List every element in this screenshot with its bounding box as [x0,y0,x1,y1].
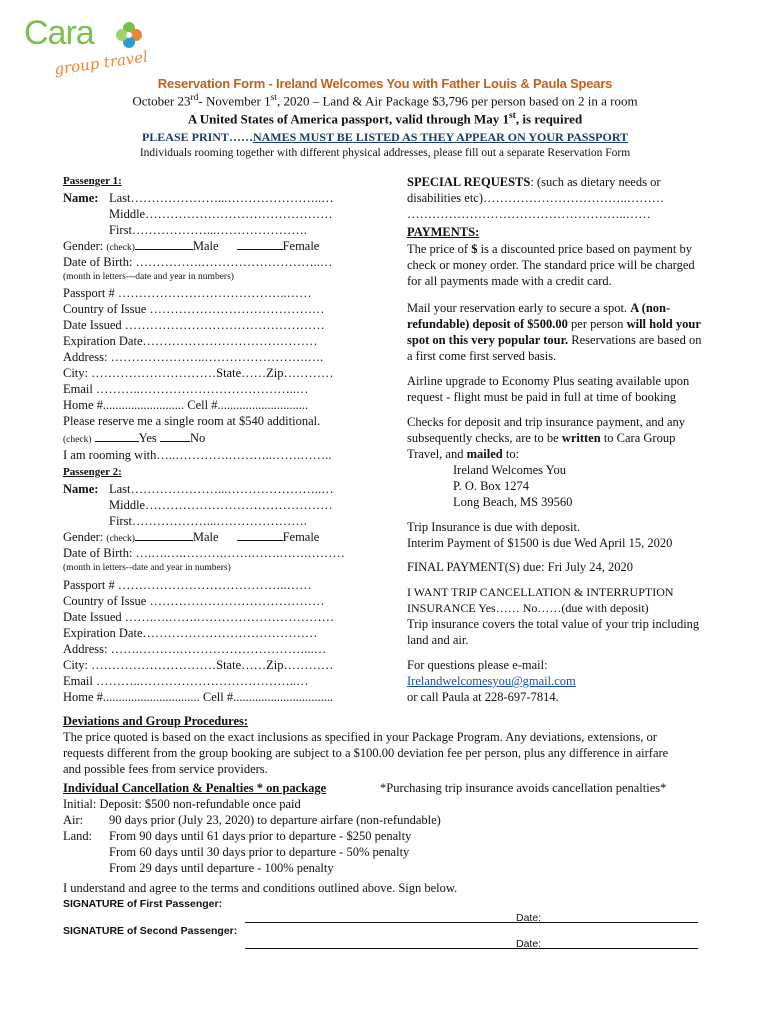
passenger2-dob-note: (month in letters--date and year in numbers) [63,563,231,573]
passenger2-expiration-field[interactable]: Expiration Date…………………………………… [63,626,318,640]
passenger2-country-field[interactable]: Country of Issue …………………………………… [63,594,325,608]
land-penalty-3: From 29 days until departure - 100% penalty [109,861,334,875]
passenger1-city-field[interactable]: City: …………………………State……Zip………… [63,366,334,380]
checks-note: Checks for deposit and trip insurance payment, and any subsequently checks, are to be written to Cara Group Travel, and mailed to: [407,415,686,461]
passenger2-phone-field[interactable]: Home #............................... Cell #................................ [63,690,334,704]
passenger2-address-field[interactable]: Address: …….……….…………………………...… [63,642,327,656]
insurance-avoids-note: *Purchasing trip insurance avoids cancellation penalties* [380,781,667,795]
passenger2-name-label: Name: [63,482,99,496]
first-signature-line[interactable] [245,922,698,923]
airline-upgrade-note: Airline upgrade to Economy Plus seating available upon request - flight must be paid in full at time of booking [407,374,690,404]
passenger2-heading: Passenger 2: [63,466,122,478]
passenger1-middle-field[interactable]: Middle……………………………………… [109,207,333,221]
final-payment: FINAL PAYMENT(S) due: Fri July 24, 2020 [407,560,634,574]
land-penalty-1: From 90 days until 61 days prior to departure - $250 penalty [109,829,412,843]
cancellation-heading: Individual Cancellation & Penalties * on package [63,781,327,795]
mailing-address-line1: Ireland Welcomes You [453,463,566,477]
air-penalty-label: Air: [63,813,84,827]
land-penalty-2: From 60 days until 30 days prior to departure - 50% penalty [109,845,410,859]
cara-logo [24,14,164,80]
passenger1-email-field[interactable]: Email ………..………………………………..… [63,382,309,396]
second-signature-label: SIGNATURE of Second Passenger: [63,925,238,937]
first-date-label: Date: [516,912,542,924]
deviations-text-3: and possible fees from service providers. [63,762,268,776]
passenger1-passport-field[interactable]: Passport # …………………………………..…… [63,286,312,300]
passenger1-last-field[interactable]: Last…………………...…………………..… [109,191,334,205]
passenger2-date-issued-field[interactable]: Date Issued …….….…….…………………………… [63,610,335,624]
logo-tagline: group travel [53,47,149,79]
passenger1-phone-field[interactable]: Home #.......................... Cell #............................. [63,398,309,412]
agreement-statement: I understand and agree to the terms and conditions outlined above. Sign below. [63,881,458,895]
single-room-request: Please reserve me a single room at $540 additional. [63,414,321,428]
contact-email-link[interactable]: Irelandwelcomesyou@gmail.com [407,674,576,688]
logo-wordmark: Cara [24,14,94,52]
passport-requirement: A United States of America passport, valid through May 1st, is required [187,111,583,127]
contact-phone: or call Paula at 228-697-7814. [407,690,559,704]
passenger1-dob-note: (month in letters---date and year in numbers) [63,272,234,282]
passenger2-city-field[interactable]: City: …………………………State……Zip………… [63,658,334,672]
logo-clover-icon [114,20,144,50]
mailing-address-line2: P. O. Box 1274 [453,479,530,493]
deviations-text-2: requests different from the group booking are subject to a $100.00 deviation fee per person, plus any difference in airfare [63,746,669,760]
passenger1-heading: Passenger 1: [63,175,122,187]
payments-heading: PAYMENTS: [407,225,480,239]
air-penalty-text: 90 days prior (July 23, 2020) to departure airfare (non-refundable) [109,813,441,827]
passenger2-gender-field[interactable]: Gender: (check) Male Female [63,530,320,544]
passenger2-last-field[interactable]: Last…………………...…………………..… [109,482,334,496]
passenger1-expiration-field[interactable]: Expiration Date…………………………………… [63,334,318,348]
price-note: The price of $ is a discounted price based on payment by check or money order. The standard price will be charged for all payments made with a credit card. [407,242,695,288]
second-signature-line[interactable] [245,948,698,949]
deviations-heading: Deviations and Group Procedures: [63,714,249,728]
passenger1-date-issued-field[interactable]: Date Issued ………………………………………… [63,318,325,332]
passenger1-address-field[interactable]: Address: …………………..…………………….…. [63,350,324,364]
initial-deposit-line: Initial: Deposit: $500 non-refundable once paid [63,797,301,811]
passenger1-first-field[interactable]: First………………...…………………. [109,223,307,237]
passenger2-dob-field[interactable]: Date of Birth: ….….….……….…….…….…….……… [63,546,345,560]
passenger2-first-field[interactable]: First………………...…………………. [109,514,307,528]
passenger1-country-field[interactable]: Country of Issue …………………………………… [63,302,325,316]
passenger1-name-label: Name: [63,191,99,205]
cancellation-insurance-field[interactable]: I WANT TRIP CANCELLATION & INTERRUPTION INSURANCE Yes…… No……(due with deposit) [407,585,674,615]
land-penalty-label: Land: [63,829,93,843]
print-instruction: PLEASE PRINT……NAMES MUST BE LISTED AS THEY APPEAR ON YOUR PASSPORT [141,130,629,144]
insurance-coverage-note: Trip insurance covers the total value of your trip including land and air. [407,617,700,647]
passenger2-passport-field[interactable]: Passport # …………………………………..…… [63,578,312,592]
passenger2-email-field[interactable]: Email ………..………………………………..… [63,674,309,688]
trip-insurance-due: Trip Insurance is due with deposit. [407,520,581,534]
trip-dates-line: October 23rd- November 1st, 2020 – Land & Air Package $3,796 per person based on 2 in a room [132,93,638,109]
mailing-address-line3: Long Beach, MS 39560 [453,495,573,509]
passenger2-middle-field[interactable]: Middle……………………………………… [109,498,333,512]
second-date-label: Date: [516,938,542,950]
questions-label: For questions please e-mail: [407,658,548,672]
mail-reservation-note: Mail your reservation early to secure a spot. A (non-refundable) deposit of $500.00 per person will hold your spot on this very popular tour. Reservations are based on a first come first served basis. [407,301,702,363]
interim-payment: Interim Payment of $1500 is due Wed April 15, 2020 [407,536,673,550]
passenger1-gender-field[interactable]: Gender: (check) Male Female [63,239,320,253]
first-signature-label: SIGNATURE of First Passenger: [63,898,223,910]
form-title: Reservation Form - Ireland Welcomes You with Father Louis & Paula Spears [157,76,613,91]
passenger1-dob-field[interactable]: Date of Birth: …………….………………………..… [63,255,333,269]
single-room-check[interactable]: (check) Yes No [63,431,206,445]
deviations-text-1: The price quoted is based on the exact inclusions as specified in your Package Program. Any deviations, extensions, or [63,730,657,744]
rooming-with-field[interactable]: I am rooming with…..………….………..…….…….. [63,448,332,462]
special-requests-field[interactable]: SPECIAL REQUESTS: (such as dietary needs or disabilities etc)……………………………..……… ……………………………………………..…… [407,175,665,221]
rooming-note: Individuals rooming together with different physical addresses, please fill out a separate Reservation Form [139,147,631,159]
